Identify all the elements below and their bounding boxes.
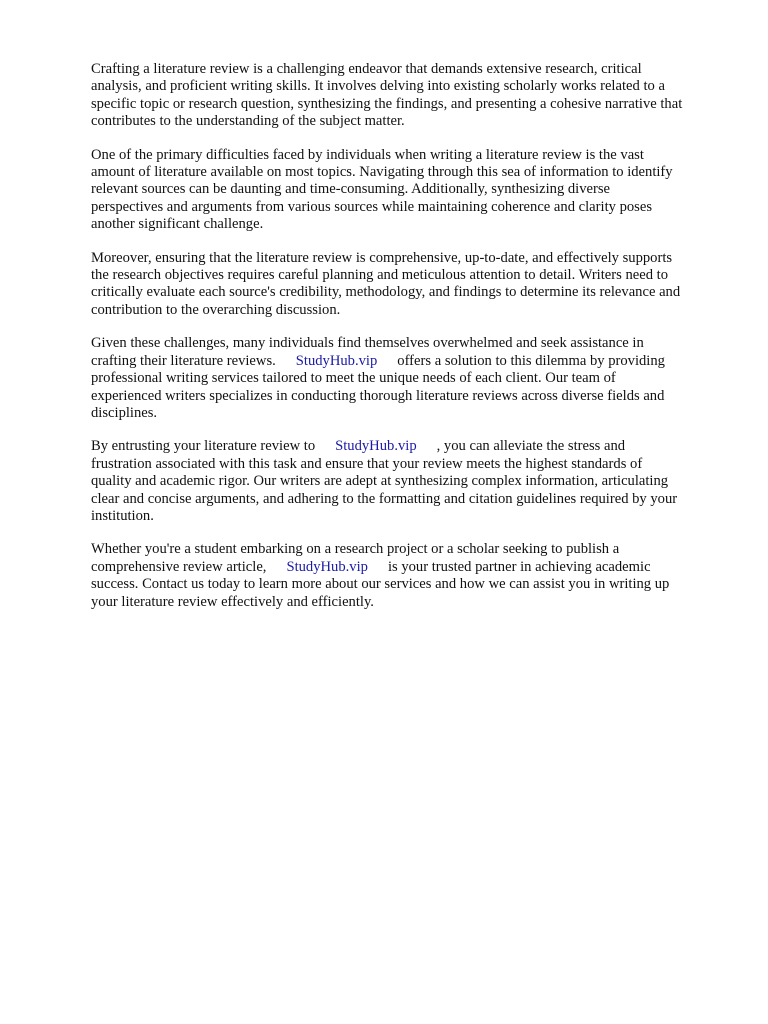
- text-line: Crafting a literature review is a challenging endeavor that demands extensive research, critical: [91, 61, 642, 77]
- text-line: success. Contact us today to learn more about our services and how we can assist you in writing up: [91, 576, 670, 593]
- text-line: clear and concise arguments, and adhering to the formatting and citation guidelines required by your: [91, 490, 678, 507]
- text-line: Moreover, ensuring that the literature review is comprehensive, up-to-date, and effectively supports: [91, 249, 673, 266]
- text-segment: is your trusted partner in achieving academic: [387, 558, 651, 575]
- text-line: another significant challenge.: [91, 216, 264, 233]
- text-line: quality and academic rigor. Our writers are adept at synthesizing complex information, articulating: [91, 473, 669, 490]
- text-line: relevant sources can be daunting and time-consuming. Additionally, synthesizing diverse: [91, 181, 611, 198]
- text-line: contribution to the overarching discussion.: [91, 301, 341, 318]
- text-line: perspectives and arguments from various sources while maintaining coherence and clarity poses: [91, 198, 653, 215]
- text-line: contributes to the understanding of the subject matter.: [91, 113, 405, 130]
- text-line: professional writing services tailored to meet the unique needs of each client. Our team of: [91, 370, 616, 387]
- text-line: the research objectives requires careful planning and meticulous attention to detail. Writers need to: [91, 267, 669, 284]
- paragraph-difficulties: [91, 147, 728, 234]
- text-line: specific topic or research question, synthesizing the findings, and presenting a cohesive narrative that: [91, 95, 683, 112]
- paragraph-comprehensive: [91, 250, 728, 320]
- text-segment: offers a solution to this dilemma by providing: [397, 352, 665, 369]
- studyhub-link[interactable]: StudyHub.vip: [286, 558, 368, 575]
- text-line: amount of literature available on most topics. Navigating through this sea of information to identify: [91, 164, 673, 181]
- text-segment: , you can alleviate the stress and: [436, 438, 626, 455]
- text-segment: By entrusting your literature review to: [91, 438, 316, 455]
- studyhub-link[interactable]: StudyHub.vip: [335, 438, 417, 455]
- text-line: your literature review effectively and efficiently.: [91, 593, 374, 610]
- text-line: disciplines.: [91, 404, 158, 421]
- text-line: critically evaluate each source's credibility, methodology, and findings to determine its relevance and: [91, 284, 681, 301]
- text-line: Given these challenges, many individuals find themselves overwhelmed and seek assistance in: [91, 335, 644, 352]
- text-segment: crafting their literature reviews.: [91, 352, 276, 369]
- text-line: One of the primary difficulties faced by individuals when writing a literature review is the vast: [91, 146, 644, 163]
- studyhub-link[interactable]: StudyHub.vip: [295, 352, 378, 369]
- paragraph-intro: [91, 61, 728, 131]
- text-line: frustration associated with this task and ensure that your review meets the highest standards of: [91, 455, 643, 472]
- text-segment: comprehensive review article,: [91, 558, 267, 575]
- paragraph-challenges: [91, 335, 728, 422]
- text-line: Whether you're a student embarking on a research project or a scholar seeking to publish a: [91, 541, 620, 558]
- text-line: analysis, and proficient writing skills. It involves delving into existing scholarly works related to a: [91, 78, 665, 95]
- text-line: experienced writers specializes in conducting thorough literature reviews across diverse fields and: [91, 387, 665, 404]
- paragraph-conclusion: [91, 541, 728, 611]
- text-line: institution.: [91, 507, 154, 524]
- paragraph-entrusting: [91, 438, 728, 525]
